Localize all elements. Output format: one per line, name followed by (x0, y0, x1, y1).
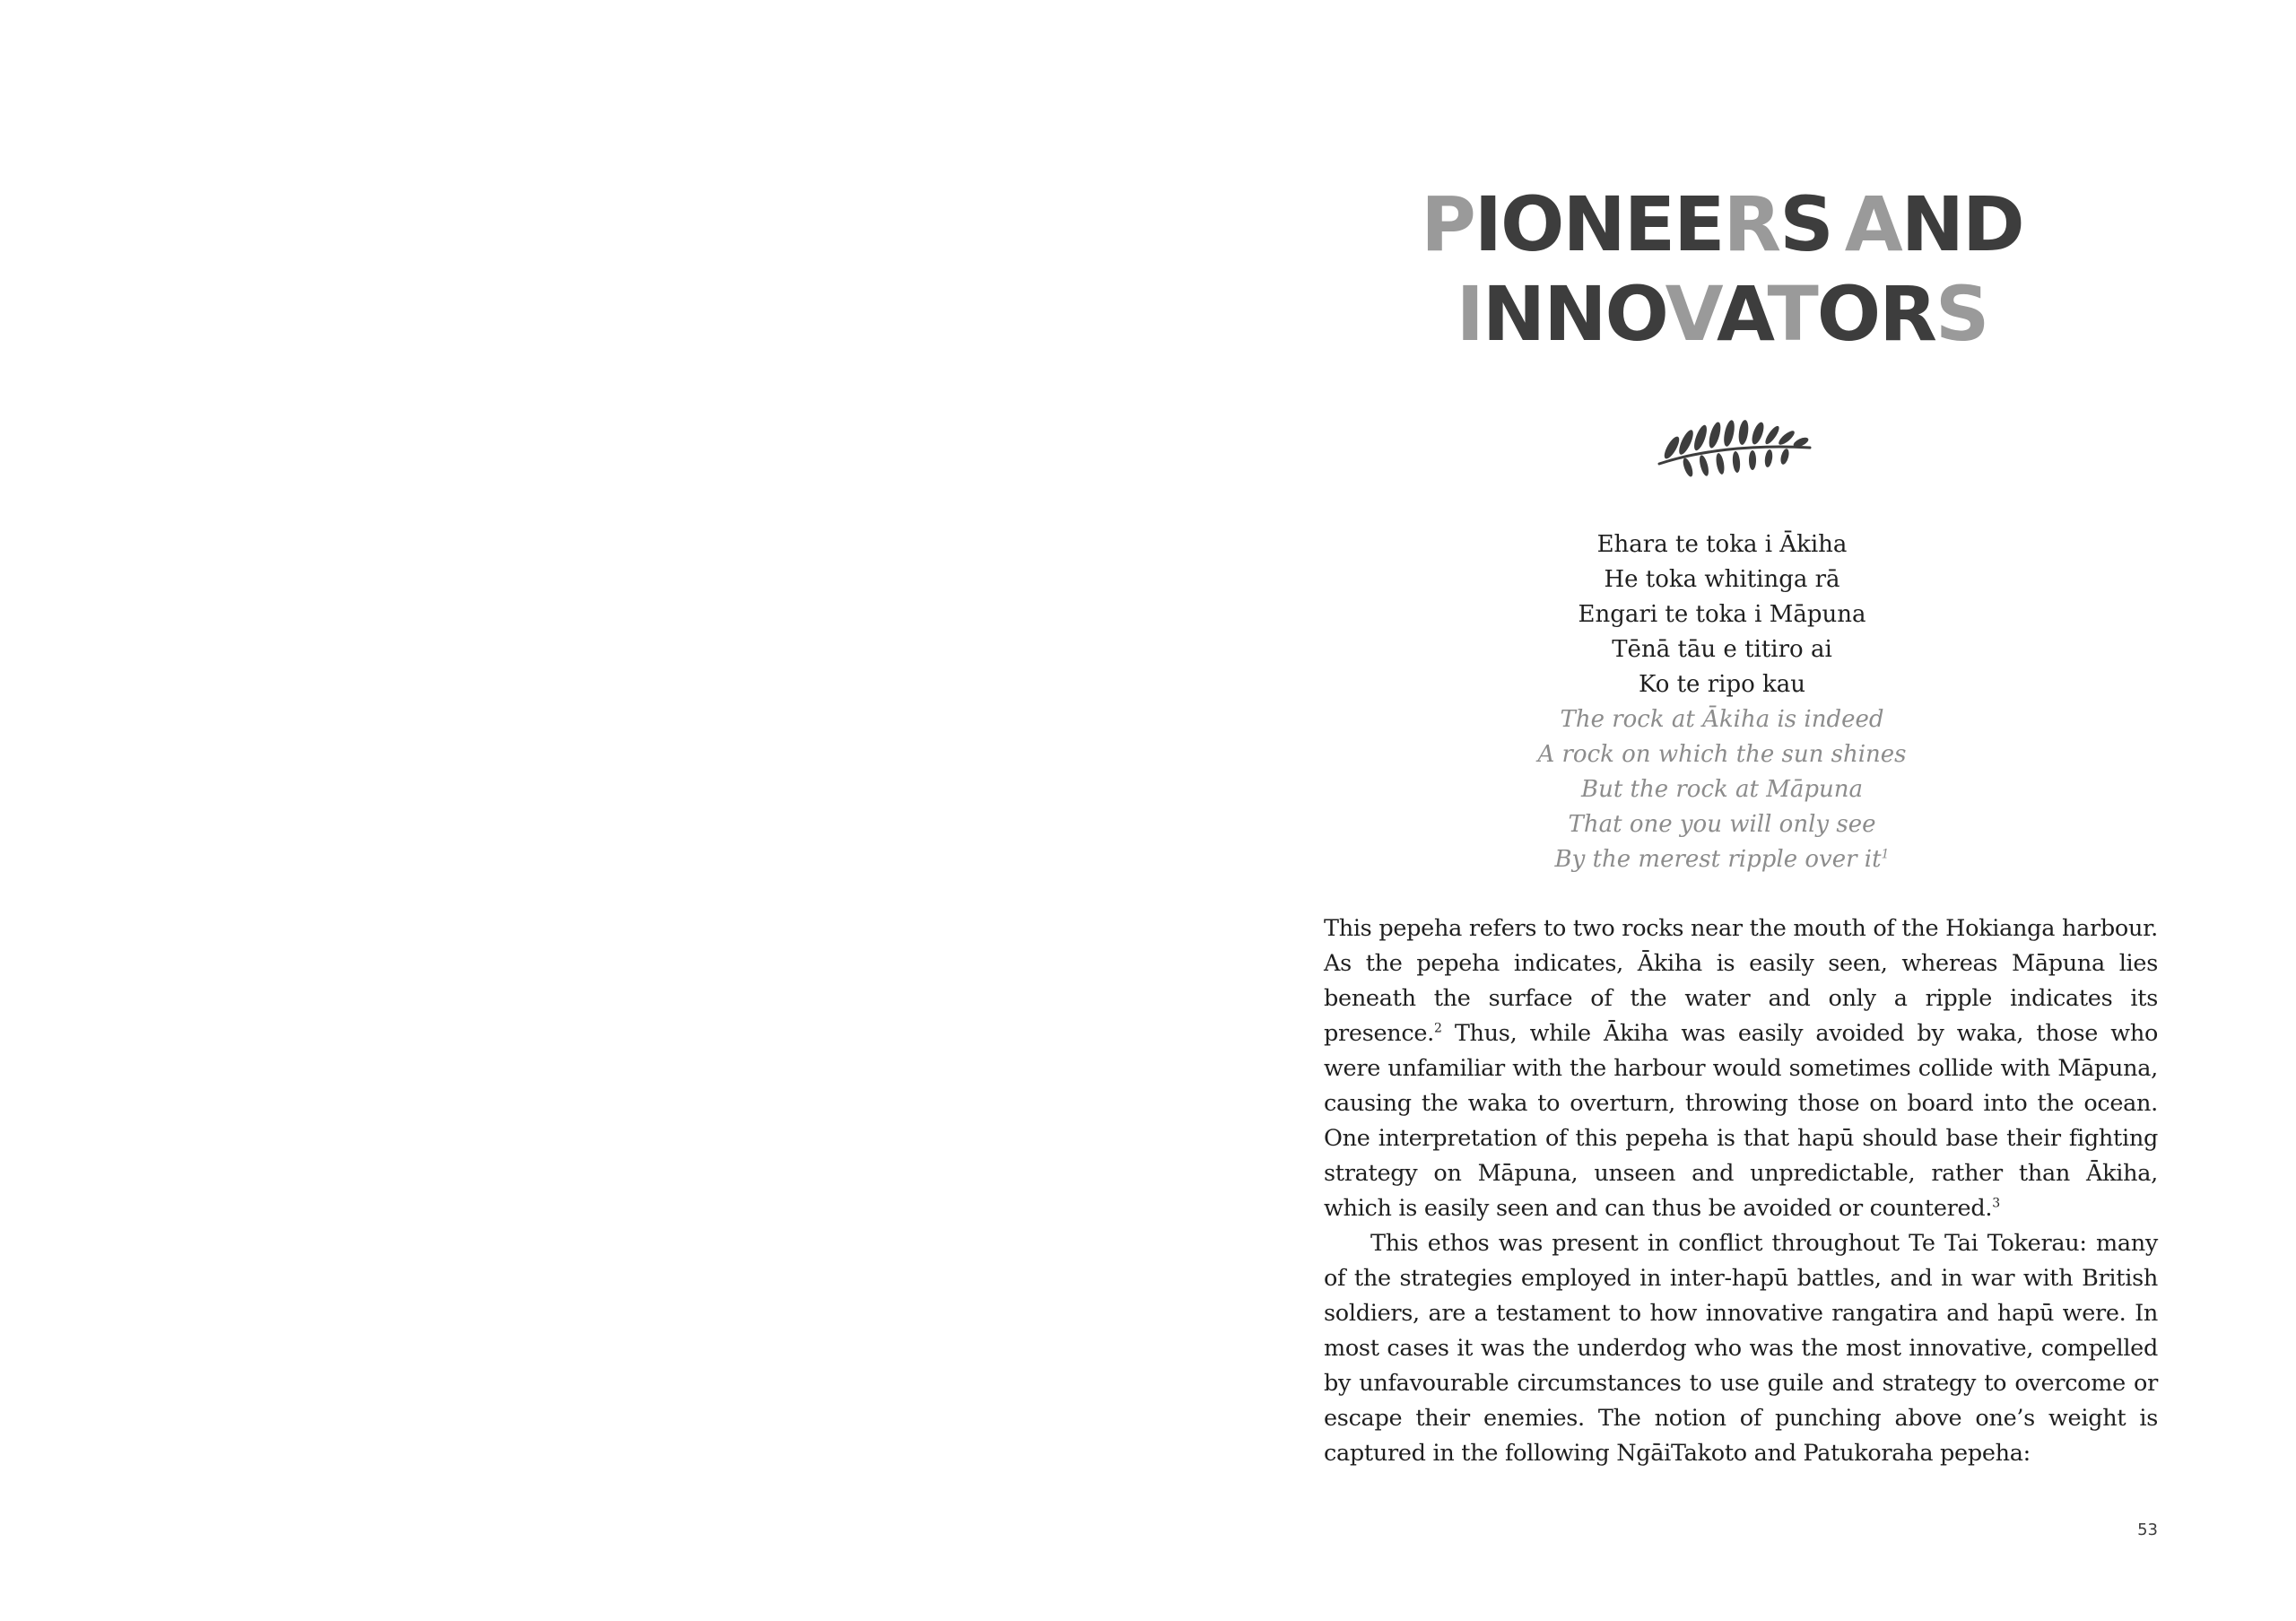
right-page (1148, 0, 2296, 1621)
pepeha-english-line-text: By the merest ripple over it (1554, 846, 1882, 873)
chapter-title-line-1 (1148, 179, 2296, 269)
pepeha-english-line: But the rock at Māpuna (1580, 776, 1864, 803)
title-letter-segment: IO (1474, 180, 1563, 268)
body-paragraph-1-part-a: This pepeha refers to two rocks near the mouth of the Hokianga harbour. As the pepeha indicates, Ākiha is easily seen, whereas Māpuna lies beneath the surface of the water and only a ripple indicates its presence. (1324, 915, 2158, 1047)
pepeha-maori-line: Engari te toka i Māpuna (1578, 601, 1866, 628)
page-number: 53 (2137, 1521, 2158, 1539)
title-letter-segment: S (1779, 180, 1832, 268)
title-letter-segment: S (1935, 270, 1988, 358)
chapter-title-line-2 (1148, 269, 2296, 359)
footnote-marker-2: 2 (1433, 1021, 1442, 1036)
title-letter-segment: P (1421, 180, 1474, 268)
pepeha-maori-line: Ko te ripo kau (1638, 671, 1806, 698)
pepeha-maori-line: He toka whitinga rā (1604, 566, 1840, 593)
fern-leaf-icon (1652, 408, 1813, 480)
pepeha-maori-line: Ehara te toka i Ākiha (1596, 531, 1848, 558)
pepeha-maori-line: Tēnā tāu e titiro ai (1612, 636, 1832, 663)
title-letter-segment: T (1767, 270, 1817, 358)
body-paragraph-1 (1324, 911, 2158, 1226)
title-letter-segment: OR (1816, 270, 1935, 358)
title-letter-segment: ND (1900, 180, 2023, 268)
title-letter-segment: R (1723, 180, 1780, 268)
body-paragraph-1-part-b: Thus, while Ākiha was easily avoided by waka, those who were unfamiliar with the harbour would sometimes collide with Māpuna, causing the waka to overturn, throwing those on board into the ocean. One interpretation of this pepeha is that hapū should base their fighting strategy on Māpuna, unseen and unpredictable, rather than Ākiha, which is easily seen and can thus be avoided or countered. (1324, 1020, 2158, 1222)
title-letter-segment: NNO (1482, 270, 1665, 358)
title-letter-segment: V (1665, 270, 1717, 358)
title-letter-segment: NEE (1562, 180, 1724, 268)
body-text (1324, 911, 2158, 1471)
body-paragraph-2: This ethos was present in conflict throughout Te Tai Tokerau: many of the strategies employed in inter-hapū battles, and in war with British soldiers, are a testament to how innovative rangatira and hapū were. In most cases it was the underdog who was the most innovative, compelled by unfavourable circumstances to use guile and strategy to overcome or escape their enemies. The notion of punching above one’s weight is captured in the following NgāiTakoto and Patukoraha pepeha: (1324, 1230, 2158, 1467)
title-letter-segment: A (1844, 180, 1901, 268)
title-letter-segment: I (1456, 270, 1483, 358)
pepeha-english-line: A rock on which the sun shines (1537, 741, 1907, 768)
pepeha-verse (1453, 527, 1991, 877)
footnote-marker-3: 3 (1992, 1196, 2000, 1211)
pepeha-english-line: The rock at Ākiha is indeed (1560, 706, 1884, 733)
footnote-marker-1: 1 (1881, 847, 1890, 862)
pepeha-english-line-last (1453, 842, 1991, 877)
title-letter-segment: A (1716, 270, 1768, 358)
pepeha-english-line: That one you will only see (1568, 811, 1876, 838)
chapter-title (1148, 179, 2296, 359)
